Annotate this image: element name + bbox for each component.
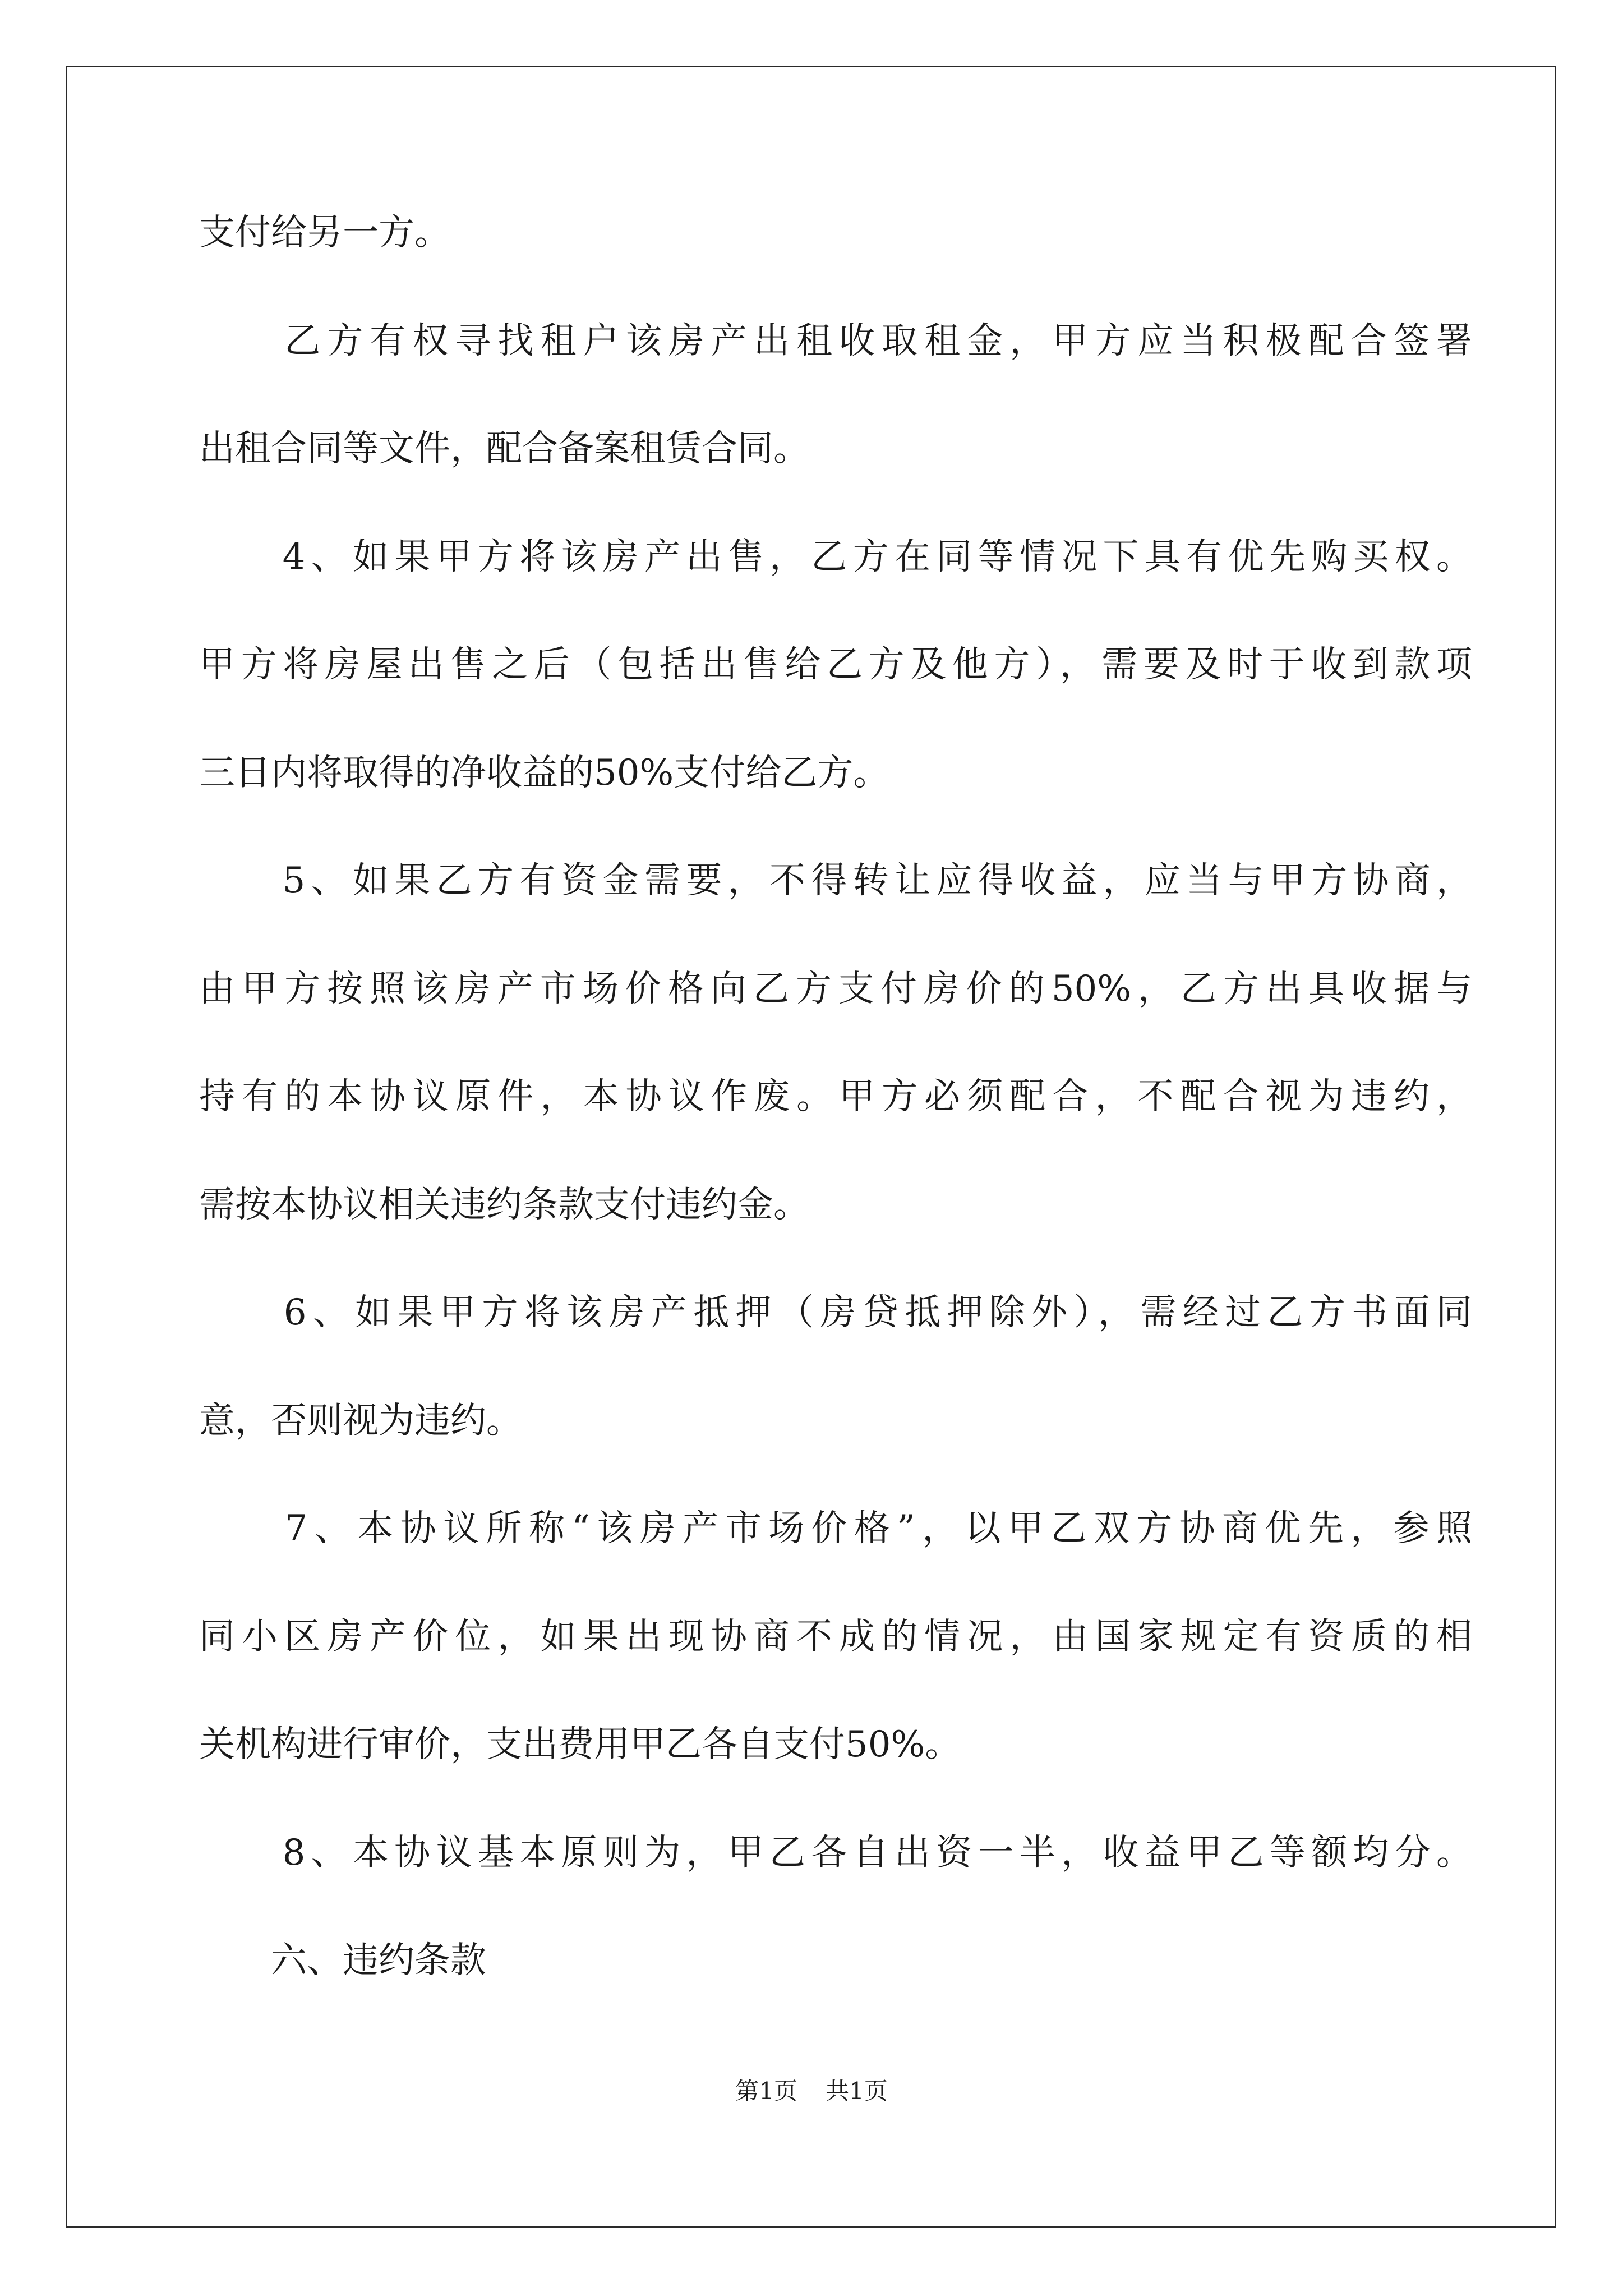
text-line: 6、如果甲方将该房产抵押（房贷抵押除外），需经过乙方书面同 [199,1292,1472,1333]
text-line: 需按本协议相关违约条款支付违约金。 [199,1184,809,1226]
text-line: 支付给另一方。 [199,212,450,254]
text-line: 由甲方按照该房产市场价格向乙方支付房价的50%，乙方出具收据与 [199,968,1472,1010]
text-line: 5、如果乙方有资金需要，不得转让应得收益，应当与甲方协商， [199,860,1472,901]
text-line: 7、本协议所称“该房产市场价格”，以甲乙双方协商优先，参照 [199,1508,1472,1549]
text-line: 意，否则视为违约。 [199,1400,522,1442]
text-line: 同小区房产价位，如果出现协商不成的情况，由国家规定有资质的相 [199,1616,1472,1658]
text-line: 4、如果甲方将该房产出售，乙方在同等情况下具有优先购买权。 [199,536,1472,578]
text-line: 甲方将房屋出售之后（包括出售给乙方及他方），需要及时于收到款项 [199,644,1472,685]
text-line: 8、本协议基本原则为，甲乙各自出资一半，收益甲乙等额均分。 [199,1832,1472,1874]
page-number-total: 共1页 [826,2077,888,2105]
text-line: 六、违约条款 [199,1940,486,1981]
page-footer [0,2074,1623,2108]
text-line: 出租合同等文件，配合备案租赁合同。 [199,428,809,470]
page-number-current: 第1页 [735,2077,797,2105]
text-line: 持有的本协议原件，本协议作废。甲方必须配合，不配合视为违约， [199,1076,1472,1117]
text-line: 乙方有权寻找租户该房产出租收取租金，甲方应当积极配合签署 [199,320,1472,362]
text-line: 关机构进行审价，支出费用甲乙各自支付50%。 [199,1724,961,1765]
text-line: 三日内将取得的净收益的50%支付给乙方。 [199,752,889,794]
page-border [66,66,1556,2228]
